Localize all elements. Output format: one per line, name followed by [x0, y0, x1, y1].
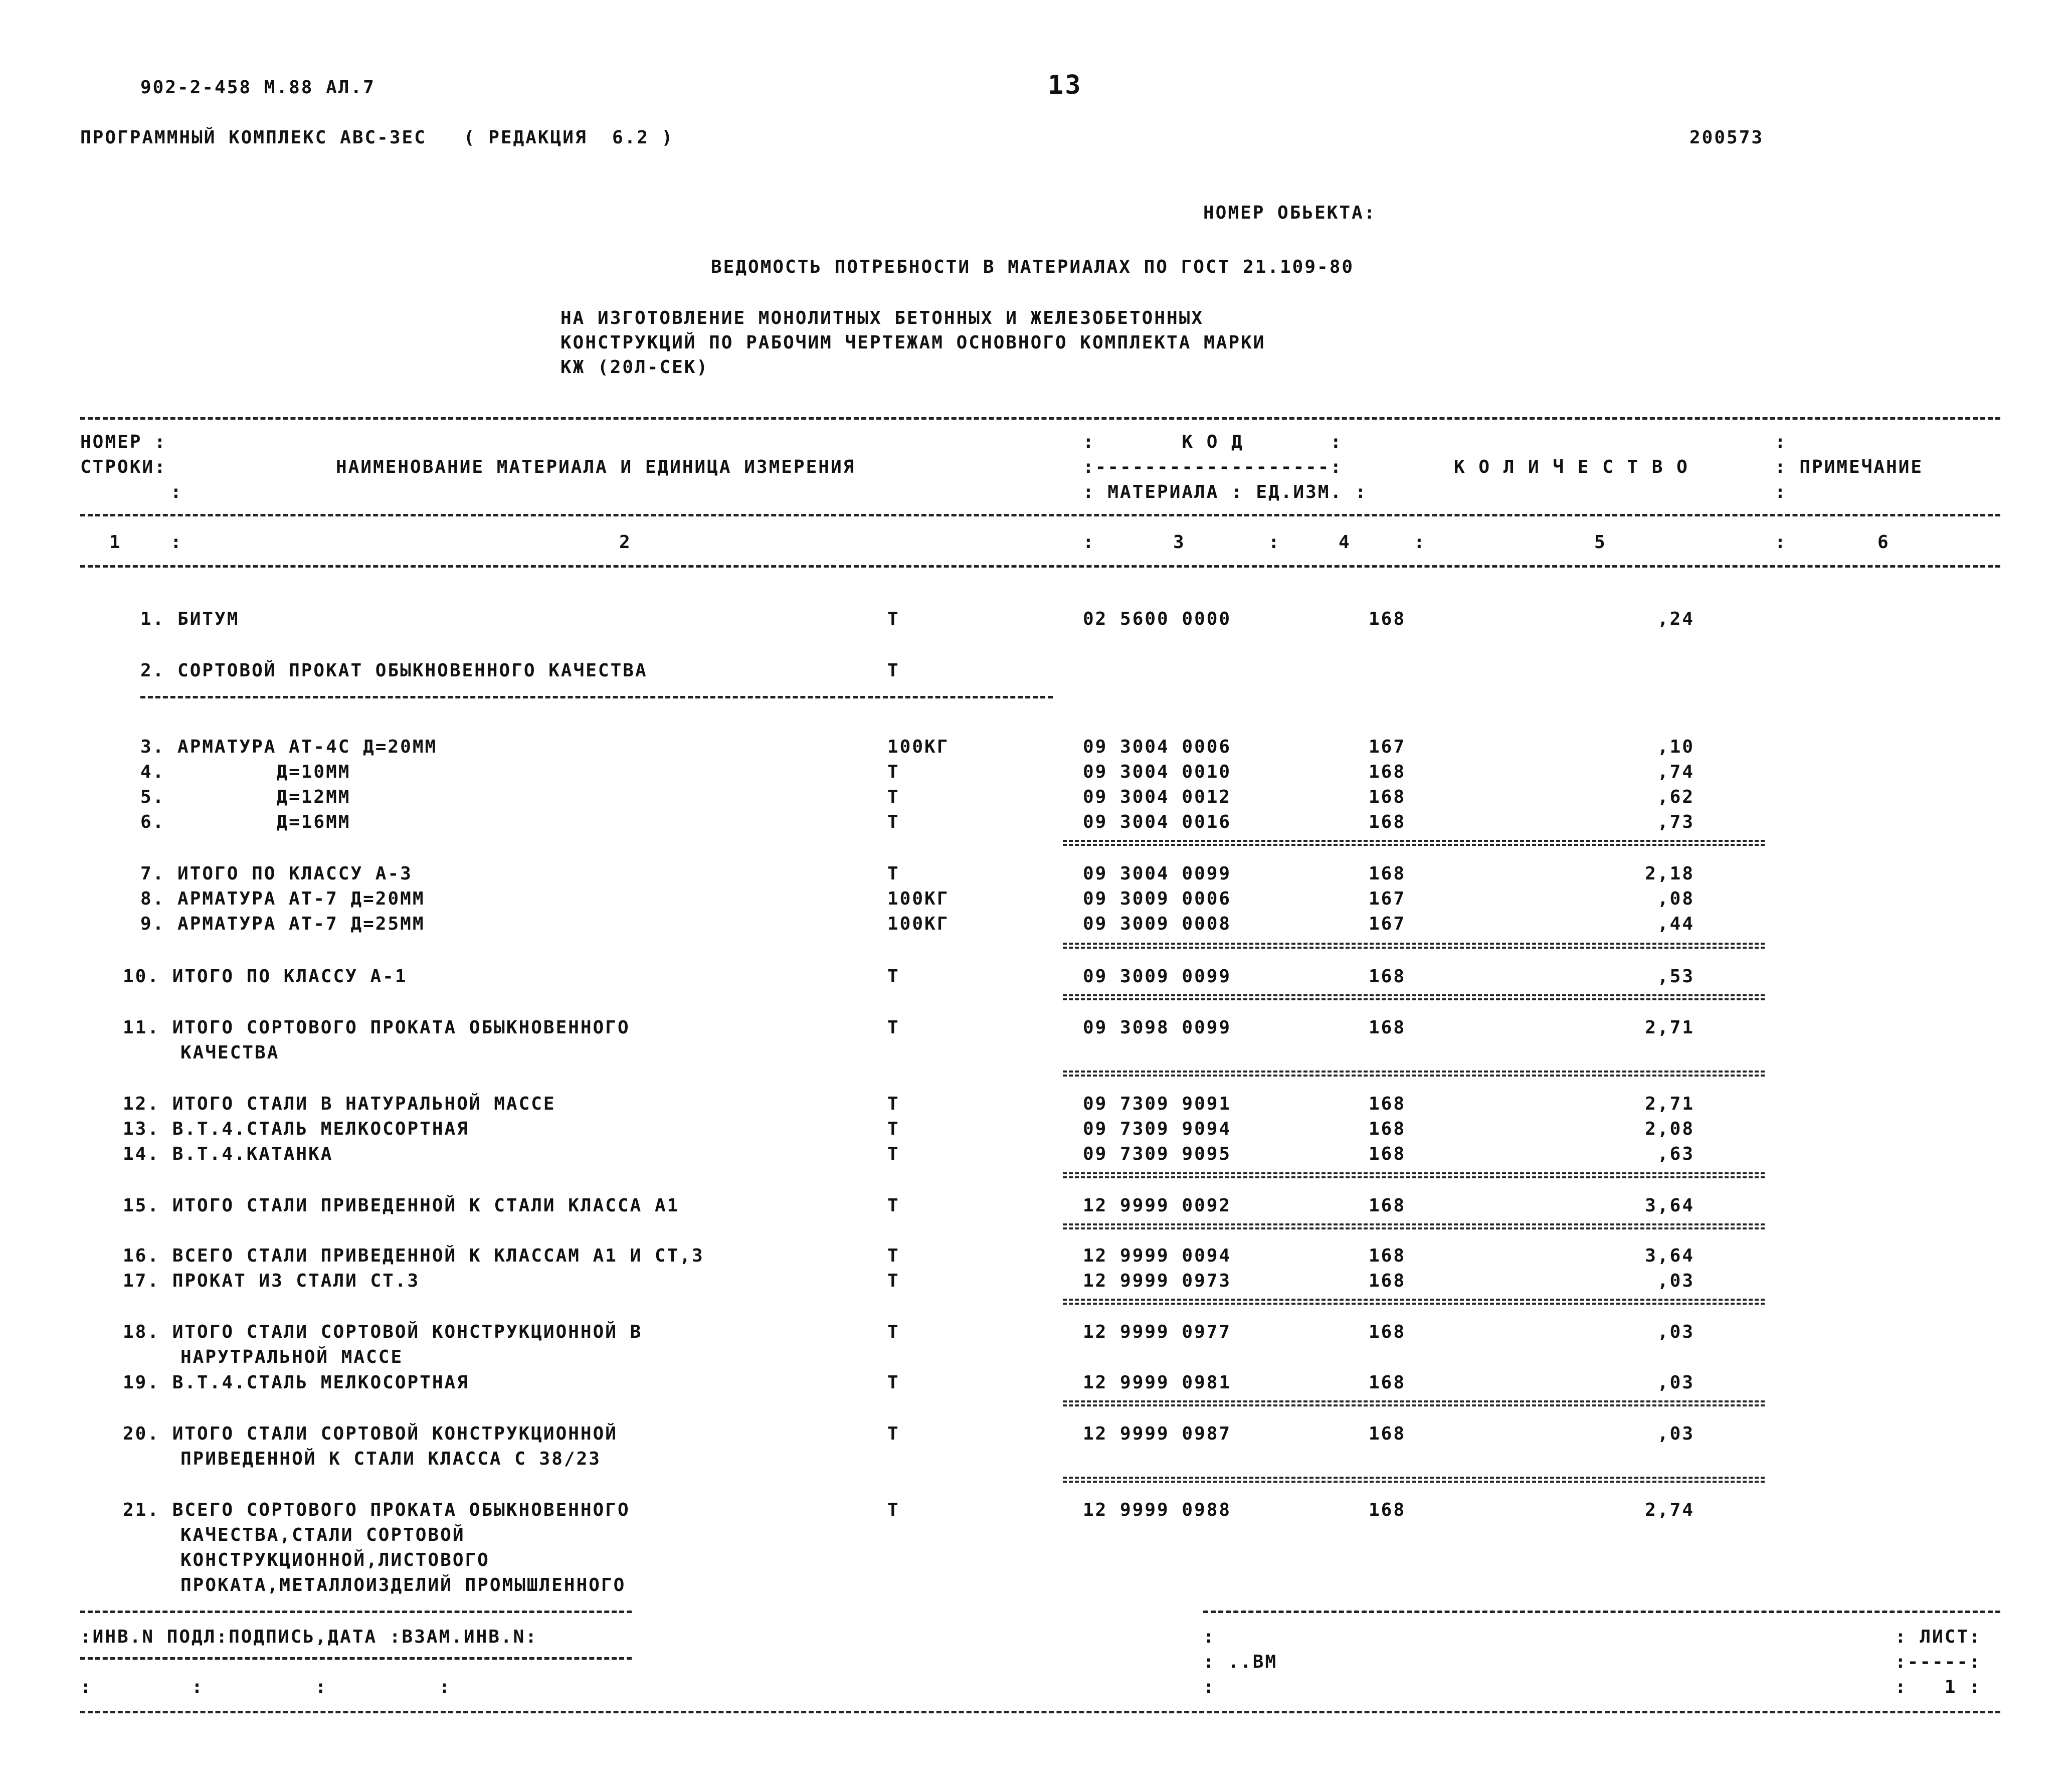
- unit-code: 167: [1369, 737, 1406, 757]
- unit-code: 168: [1369, 1017, 1406, 1038]
- document-code: 902-2-458 М.88 АЛ.7: [140, 77, 375, 98]
- unit-code: 168: [1369, 1094, 1406, 1114]
- material-name: 8. АРМАТУРА АТ-7 Д=20ММ: [140, 888, 425, 909]
- unit-code: 168: [1369, 762, 1406, 782]
- material-code: 12 9999 0981: [1083, 1372, 1232, 1393]
- quantity: ,10: [1657, 737, 1694, 757]
- material-name-continued: ПРИВЕДЕННОЙ К СТАЛИ КЛАССА С 38/23: [180, 1449, 601, 1469]
- material-name-continued: КАЧЕСТВА: [180, 1042, 280, 1063]
- subtitle-line-2: КОНСТРУКЦИЙ ПО РАБОЧИМ ЧЕРТЕЖАМ ОСНОВНОГО КОМПЛЕКТА МАРКИ: [560, 332, 1266, 353]
- stamp-top-rule-right: [1203, 1611, 2000, 1613]
- stamp-right-top: :: [1203, 1627, 1216, 1647]
- object-number-label: НОМЕР ОБЬЕКТА:: [1203, 203, 1377, 223]
- unit: 100КГ: [887, 914, 950, 934]
- unit: Т: [887, 863, 900, 884]
- column-separator: :: [170, 532, 183, 553]
- unit: Т: [887, 1119, 900, 1139]
- quantity-header: К О Л И Ч Е С Т В О: [1454, 457, 1689, 477]
- code-header-divider: :-------------------:: [1083, 457, 1343, 477]
- material-name: 20. ИТОГО СТАЛИ СОРТОВОЙ КОНСТРУКЦИОННОЙ: [123, 1424, 618, 1444]
- code-subheaders: : МАТЕРИАЛА : ЕД.ИЗМ. :: [1083, 482, 1368, 502]
- material-code: 09 7309 9095: [1083, 1144, 1232, 1164]
- body-top-rule: [80, 565, 2000, 568]
- unit-code: 168: [1369, 1271, 1406, 1291]
- subtitle-line-3: КЖ (20Л-СЕК): [560, 357, 709, 378]
- quantity: ,24: [1657, 609, 1694, 629]
- sheet-number: : 1 :: [1895, 1677, 1982, 1697]
- stamp-right-bottom: :: [1203, 1677, 1216, 1697]
- unit: Т: [887, 812, 900, 832]
- unit-code: 167: [1369, 888, 1406, 909]
- unit-code: 167: [1369, 914, 1406, 934]
- quantity: ,74: [1657, 762, 1694, 782]
- unit-code: 168: [1369, 1424, 1406, 1444]
- material-name: 10. ИТОГО ПО КЛАССУ А-1: [123, 966, 408, 987]
- column-number-3: 3: [1173, 532, 1186, 553]
- note-header: : ПРИМЕЧАНИЕ: [1775, 457, 1924, 477]
- page-title: ВЕДОМОСТЬ ПОТРЕБНОСТИ В МАТЕРИАЛАХ ПО ГОСТ 21.109-80: [711, 257, 1355, 277]
- material-name: 6. Д=16ММ: [140, 812, 351, 832]
- column-number-6: 6: [1877, 532, 1890, 553]
- quantity: 2,74: [1645, 1500, 1694, 1520]
- total-separator: [1063, 994, 1765, 1000]
- unit: Т: [887, 1195, 900, 1216]
- total-separator: [1063, 1172, 1765, 1178]
- unit: Т: [887, 660, 900, 681]
- total-separator: [1063, 840, 1765, 846]
- code-header: : К О Д :: [1083, 432, 1343, 452]
- unit-code: 168: [1369, 787, 1406, 807]
- column-separator: :: [1775, 532, 1787, 553]
- unit-code: 168: [1369, 863, 1406, 884]
- material-code: 09 3009 0006: [1083, 888, 1232, 909]
- material-name: 14. В.Т.4.КАТАНКА: [123, 1144, 333, 1164]
- material-code: 09 3004 0010: [1083, 762, 1232, 782]
- program-name: ПРОГРАММНЫЙ КОМПЛЕКС АВС-3ЕС ( РЕДАКЦИЯ 6.2 ): [80, 127, 674, 148]
- quantity: ,03: [1657, 1424, 1694, 1444]
- material-name: 9. АРМАТУРА АТ-7 Д=25ММ: [140, 914, 425, 934]
- material-code: 02 5600 0000: [1083, 609, 1232, 629]
- material-name-continued: НАРУТРАЛЬНОЙ МАССЕ: [180, 1347, 404, 1367]
- total-separator: [1063, 1400, 1765, 1406]
- quantity: ,03: [1657, 1372, 1694, 1393]
- document-id: 200573: [1689, 127, 1764, 148]
- material-name: 17. ПРОКАТ ИЗ СТАЛИ СТ.3: [123, 1271, 420, 1291]
- material-code: 09 3009 0099: [1083, 966, 1232, 987]
- material-code: 09 3004 0016: [1083, 812, 1232, 832]
- material-name: 1. БИТУМ: [140, 609, 240, 629]
- column-number-4: 4: [1339, 532, 1351, 553]
- stamp-cells: : : : :: [80, 1677, 452, 1697]
- quantity: 2,71: [1645, 1017, 1694, 1038]
- material-name-header: НАИМЕНОВАНИЕ МАТЕРИАЛА И ЕДИНИЦА ИЗМЕРЕНИЯ: [336, 457, 856, 477]
- sheet-label: : ЛИСТ:: [1895, 1627, 1982, 1647]
- unit-code: 168: [1369, 1246, 1406, 1266]
- unit: Т: [887, 1094, 900, 1114]
- column-number-1: 1: [109, 532, 122, 553]
- total-separator: [1063, 943, 1765, 949]
- unit: 100КГ: [887, 888, 950, 909]
- material-code: 12 9999 0988: [1083, 1500, 1232, 1520]
- unit: Т: [887, 1246, 900, 1266]
- material-code: 09 3004 0006: [1083, 737, 1232, 757]
- unit-code: 168: [1369, 1322, 1406, 1342]
- quantity: ,44: [1657, 914, 1694, 934]
- material-name: 2. СОРТОВОЙ ПРОКАТ ОБЫКНОВЕННОГО КАЧЕСТВА: [140, 660, 648, 681]
- material-code: 12 9999 0973: [1083, 1271, 1232, 1291]
- unit: Т: [887, 1271, 900, 1291]
- quantity: 2,08: [1645, 1119, 1694, 1139]
- material-name: 15. ИТОГО СТАЛИ ПРИВЕДЕННОЙ К СТАЛИ КЛАССА А1: [123, 1195, 680, 1216]
- quantity: ,53: [1657, 966, 1694, 987]
- material-code: 09 3009 0008: [1083, 914, 1232, 934]
- note-header-top: :: [1775, 432, 1787, 452]
- subtitle-line-1: НА ИЗГОТОВЛЕНИЕ МОНОЛИТНЫХ БЕТОННЫХ И ЖЕЛЕЗОБЕТОННЫХ: [560, 308, 1204, 328]
- table-top-rule: [80, 417, 2000, 420]
- unit-code: 168: [1369, 1144, 1406, 1164]
- stamp-mid-rule: [80, 1657, 632, 1660]
- material-name: 12. ИТОГО СТАЛИ В НАТУРАЛЬНОЙ МАССЕ: [123, 1094, 556, 1114]
- material-name: 11. ИТОГО СОРТОВОГО ПРОКАТА ОБЫКНОВЕННОГО: [123, 1017, 630, 1038]
- material-name: 19. В.Т.4.СТАЛЬ МЕЛКОСОРТНАЯ: [123, 1372, 469, 1393]
- quantity: 2,18: [1645, 863, 1694, 884]
- header-separator: [80, 514, 2000, 516]
- column-number-5: 5: [1594, 532, 1607, 553]
- column-separator: :: [1268, 532, 1281, 553]
- sheet-separator: :-----:: [1895, 1652, 1982, 1672]
- row-number-header-3: :: [170, 482, 183, 502]
- material-name: 4. Д=10ММ: [140, 762, 351, 782]
- material-name: 3. АРМАТУРА АТ-4С Д=20ММ: [140, 737, 438, 757]
- material-code: 09 7309 9091: [1083, 1094, 1232, 1114]
- material-name: 7. ИТОГО ПО КЛАССУ А-3: [140, 863, 413, 884]
- stamp-labels: :ИНВ.N ПОДЛ:ПОДПИСЬ,ДАТА :ВЗАМ.ИНВ.N:: [80, 1627, 538, 1647]
- page-bottom-rule: [80, 1711, 2000, 1713]
- material-name: 16. ВСЕГО СТАЛИ ПРИВЕДЕННОЙ К КЛАССАМ А1 И СТ,3: [123, 1246, 704, 1266]
- quantity: 3,64: [1645, 1246, 1694, 1266]
- material-name: 18. ИТОГО СТАЛИ СОРТОВОЙ КОНСТРУКЦИОННОЙ В: [123, 1322, 643, 1342]
- material-name-continued: ПРОКАТА,МЕТАЛЛОИЗДЕЛИЙ ПРОМЫШЛЕННОГО: [180, 1575, 626, 1595]
- total-separator: [1063, 1477, 1765, 1483]
- material-name: 21. ВСЕГО СОРТОВОГО ПРОКАТА ОБЫКНОВЕННОГО: [123, 1500, 630, 1520]
- material-code: 09 7309 9094: [1083, 1119, 1232, 1139]
- material-code: 09 3004 0099: [1083, 863, 1232, 884]
- unit-code: 168: [1369, 1500, 1406, 1520]
- quantity: 3,64: [1645, 1195, 1694, 1216]
- unit: Т: [887, 1144, 900, 1164]
- unit-code: 168: [1369, 1372, 1406, 1393]
- unit: Т: [887, 787, 900, 807]
- material-code: 12 9999 0977: [1083, 1322, 1232, 1342]
- quantity: ,63: [1657, 1144, 1694, 1164]
- unit: Т: [887, 1017, 900, 1038]
- unit-code: 168: [1369, 1119, 1406, 1139]
- stamp-right-mid: : ..ВМ: [1203, 1652, 1278, 1672]
- total-separator: [1063, 1223, 1765, 1229]
- quantity: ,08: [1657, 888, 1694, 909]
- section-underline: [140, 696, 1053, 698]
- material-code: 12 9999 0987: [1083, 1424, 1232, 1444]
- total-separator: [1063, 1299, 1765, 1305]
- unit: Т: [887, 762, 900, 782]
- material-name-continued: КАЧЕСТВА,СТАЛИ СОРТОВОЙ: [180, 1525, 465, 1545]
- material-name: 13. В.Т.4.СТАЛЬ МЕЛКОСОРТНАЯ: [123, 1119, 469, 1139]
- unit: Т: [887, 1424, 900, 1444]
- quantity: ,03: [1657, 1322, 1694, 1342]
- unit-code: 168: [1369, 609, 1406, 629]
- quantity: ,03: [1657, 1271, 1694, 1291]
- unit-code: 168: [1369, 1195, 1406, 1216]
- unit-code: 168: [1369, 812, 1406, 832]
- row-number-header-1: НОМЕР :: [80, 432, 167, 452]
- material-code: 09 3098 0099: [1083, 1017, 1232, 1038]
- page-number: 13: [1048, 70, 1082, 100]
- column-separator: :: [1414, 532, 1426, 553]
- stamp-top-rule: [80, 1611, 632, 1613]
- column-separator: :: [1083, 532, 1095, 553]
- note-header-bottom: :: [1775, 482, 1787, 502]
- unit-code: 168: [1369, 966, 1406, 987]
- unit: Т: [887, 1500, 900, 1520]
- material-code: 09 3004 0012: [1083, 787, 1232, 807]
- unit: Т: [887, 609, 900, 629]
- material-code: 12 9999 0094: [1083, 1246, 1232, 1266]
- material-name: 5. Д=12ММ: [140, 787, 351, 807]
- material-name-continued: КОНСТРУКЦИОННОЙ,ЛИСТОВОГО: [180, 1550, 490, 1570]
- unit: Т: [887, 1322, 900, 1342]
- unit: Т: [887, 966, 900, 987]
- unit: Т: [887, 1372, 900, 1393]
- quantity: ,73: [1657, 812, 1694, 832]
- quantity: 2,71: [1645, 1094, 1694, 1114]
- column-number-2: 2: [619, 532, 632, 553]
- unit: 100КГ: [887, 737, 950, 757]
- quantity: ,62: [1657, 787, 1694, 807]
- material-code: 12 9999 0092: [1083, 1195, 1232, 1216]
- row-number-header-2: СТРОКИ:: [80, 457, 167, 477]
- total-separator: [1063, 1071, 1765, 1077]
